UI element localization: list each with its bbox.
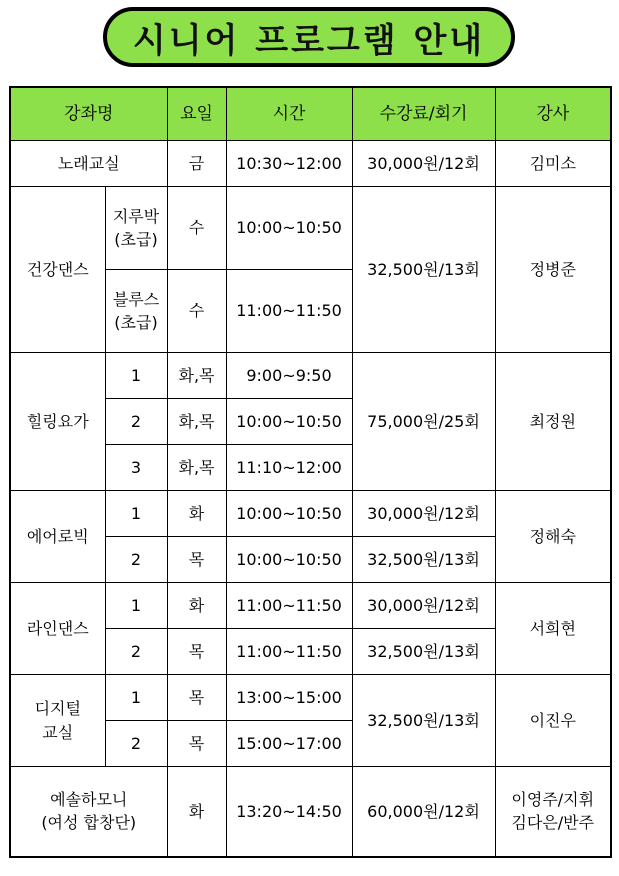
time-cell: 10:00~10:50	[226, 187, 352, 270]
instructor-cell: 정병준	[495, 187, 611, 353]
time-cell: 15:00~17:00	[226, 721, 352, 767]
fee-cell: 75,000원/25회	[352, 353, 495, 491]
instructor-cell: 이진우	[495, 675, 611, 767]
course-name: 에어로빅	[10, 491, 105, 583]
course-name	[10, 767, 167, 857]
table-header-row	[10, 87, 611, 141]
course-name: 건강댄스	[10, 187, 105, 353]
time-cell: 11:00~11:50	[226, 629, 352, 675]
session-number: 1	[105, 675, 167, 721]
day-cell: 화	[167, 491, 226, 537]
course-name	[10, 675, 105, 767]
course-name-line: 교실	[42, 722, 74, 742]
day-cell: 금	[167, 141, 226, 187]
time-cell: 11:10~12:00	[226, 445, 352, 491]
time-cell: 13:00~15:00	[226, 675, 352, 721]
day-cell: 수	[167, 270, 226, 353]
time-cell: 9:00~9:50	[226, 353, 352, 399]
day-cell: 목	[167, 537, 226, 583]
day-cell: 화	[167, 767, 226, 857]
time-cell: 13:20~14:50	[226, 767, 352, 857]
table-row	[10, 675, 611, 721]
instructor-cell	[495, 767, 611, 857]
table-row	[10, 187, 611, 270]
sub-course-name	[105, 270, 167, 353]
fee-cell: 32,500원/13회	[352, 537, 495, 583]
time-cell: 10:00~10:50	[226, 491, 352, 537]
table-row	[10, 353, 611, 399]
header-time: 시간	[226, 87, 352, 141]
course-name: 라인댄스	[10, 583, 105, 675]
table-row	[10, 583, 611, 629]
sub-course-line: 블루스	[112, 289, 160, 309]
program-table	[9, 86, 612, 858]
fee-cell: 30,000원/12회	[352, 491, 495, 537]
time-cell: 10:30~12:00	[226, 141, 352, 187]
page-title: 시니어 프로그램 안내	[103, 7, 515, 67]
instructor-cell: 정해숙	[495, 491, 611, 583]
session-number: 1	[105, 353, 167, 399]
time-cell: 10:00~10:50	[226, 399, 352, 445]
session-number: 3	[105, 445, 167, 491]
table-row	[10, 141, 611, 187]
header-fee: 수강료/회기	[352, 87, 495, 141]
sub-course-level: (초급)	[114, 230, 158, 249]
instructor-cell: 김미소	[495, 141, 611, 187]
session-number: 2	[105, 721, 167, 767]
session-number: 2	[105, 629, 167, 675]
time-cell: 11:00~11:50	[226, 583, 352, 629]
course-name-line: (여성 합창단)	[41, 813, 137, 833]
sub-course-level: (초급)	[114, 313, 158, 332]
fee-cell: 30,000원/12회	[352, 583, 495, 629]
day-cell: 목	[167, 721, 226, 767]
day-cell: 목	[167, 675, 226, 721]
instructor-line: 김다은/반주	[511, 813, 595, 833]
time-cell: 11:00~11:50	[226, 270, 352, 353]
instructor-cell: 최정원	[495, 353, 611, 491]
table-row	[10, 767, 611, 857]
day-cell: 목	[167, 629, 226, 675]
course-name-line: 예솔하모니	[50, 790, 128, 810]
fee-cell: 32,500원/13회	[352, 629, 495, 675]
day-cell: 화,목	[167, 445, 226, 491]
day-cell: 수	[167, 187, 226, 270]
sub-course-line: 지루박	[112, 206, 160, 226]
header-course: 강좌명	[10, 87, 167, 141]
sub-course-name	[105, 187, 167, 270]
day-cell: 화,목	[167, 353, 226, 399]
header-instructor: 강사	[495, 87, 611, 141]
day-cell: 화	[167, 583, 226, 629]
instructor-cell: 서희현	[495, 583, 611, 675]
fee-cell: 32,500원/13회	[352, 187, 495, 353]
instructor-line: 이영주/지휘	[511, 790, 595, 810]
day-cell: 화,목	[167, 399, 226, 445]
fee-cell: 60,000원/12회	[352, 767, 495, 857]
session-number: 2	[105, 399, 167, 445]
session-number: 2	[105, 537, 167, 583]
course-name: 노래교실	[10, 141, 167, 187]
fee-cell: 30,000원/12회	[352, 141, 495, 187]
fee-cell: 32,500원/13회	[352, 675, 495, 767]
session-number: 1	[105, 583, 167, 629]
header-day: 요일	[167, 87, 226, 141]
time-cell: 10:00~10:50	[226, 537, 352, 583]
table-row	[10, 491, 611, 537]
course-name: 힐링요가	[10, 353, 105, 491]
course-name-line: 디지털	[34, 699, 81, 719]
session-number: 1	[105, 491, 167, 537]
